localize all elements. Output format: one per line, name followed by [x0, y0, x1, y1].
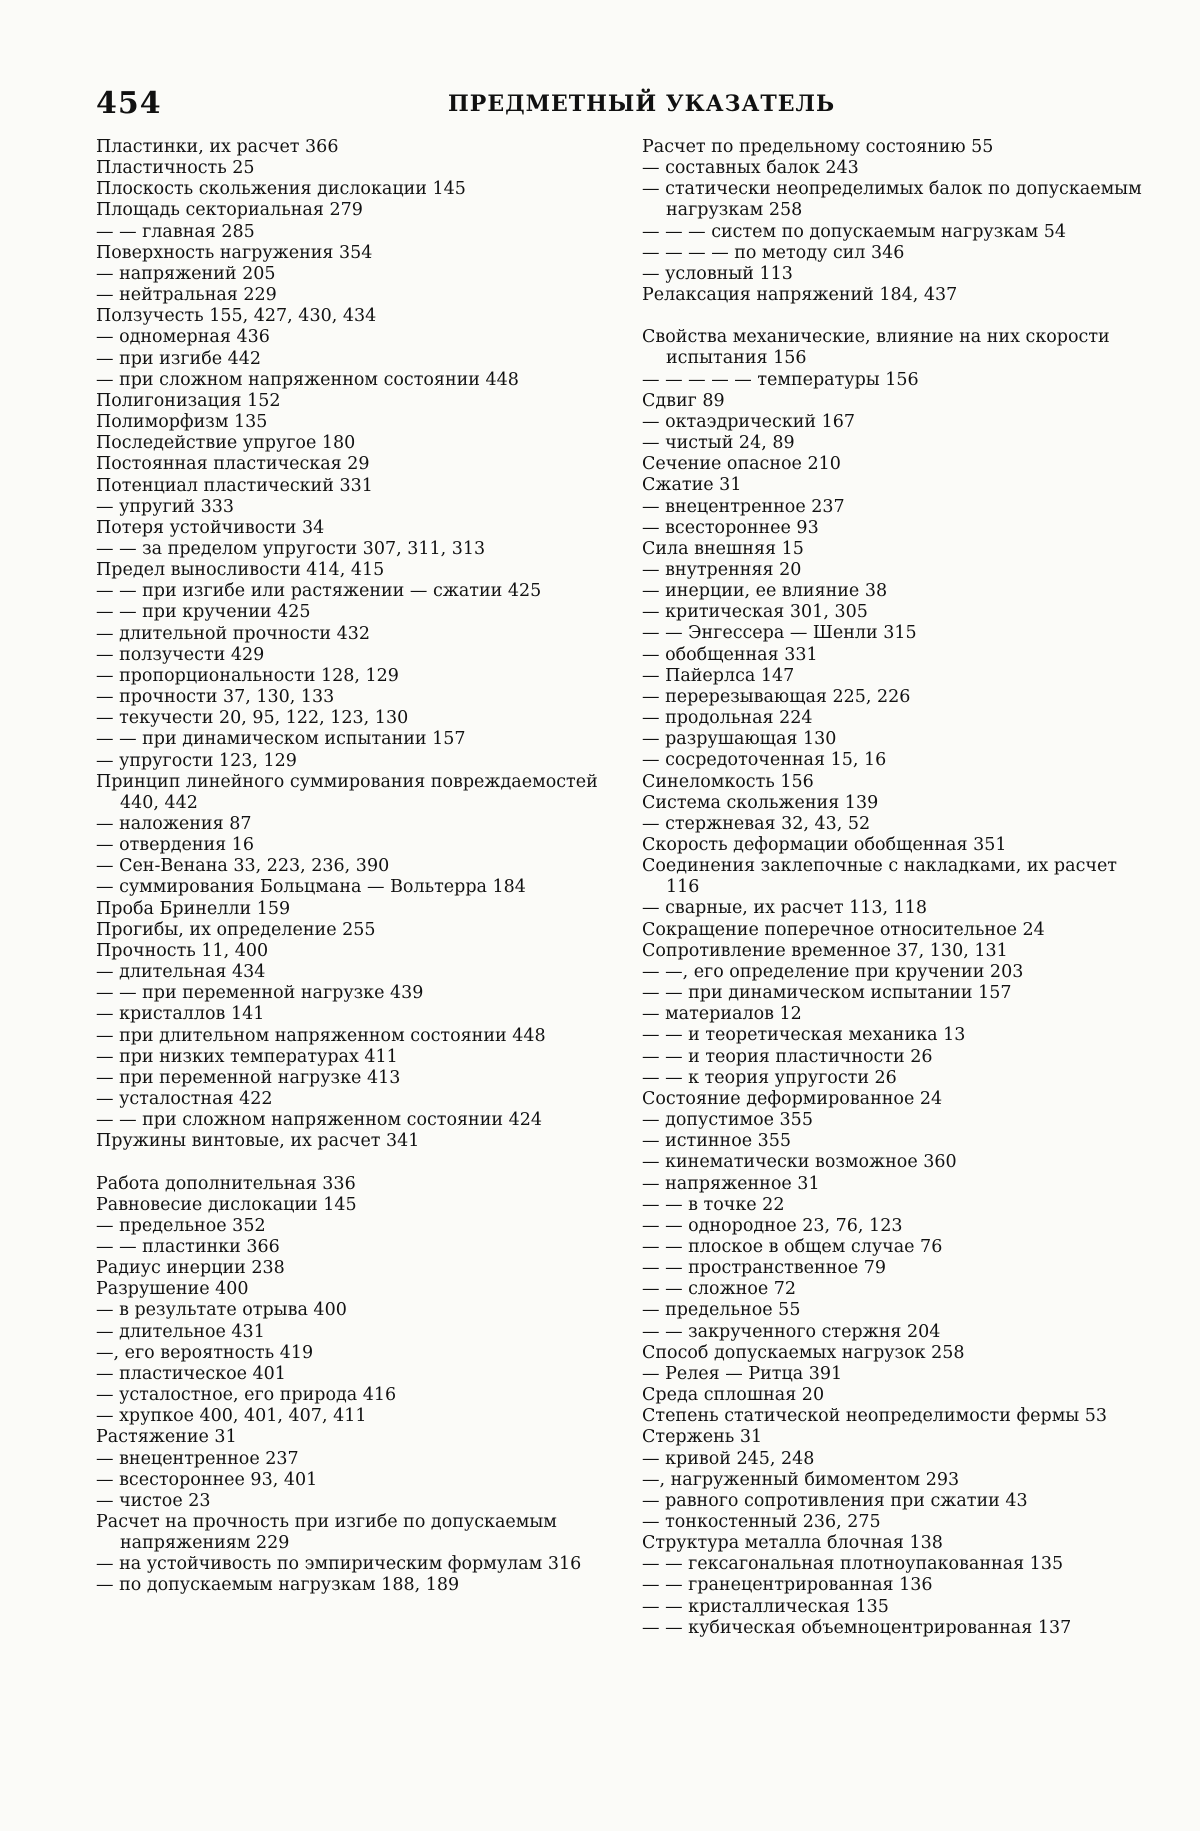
right-index-entry: —, нагруженный бимоментом 293 [642, 1469, 960, 1490]
right-index-entry: — внецентренное 237 [642, 496, 845, 517]
right-index-entry: Сжатие 31 [642, 475, 742, 496]
right-index-entry: — — пространственное 79 [642, 1258, 887, 1279]
left-index-entry: Полигонизация 152 [96, 390, 281, 411]
left-index-entry: Потеря устойчивости 34 [96, 517, 325, 538]
right-index-entry: Способ допускаемых нагрузок 258 [642, 1342, 965, 1363]
right-index-entry: Степень статической неопределимости фермы 53 [642, 1406, 1108, 1427]
right-index-entry: — — — систем по допускаемым нагрузкам 54 [642, 221, 1067, 242]
left-index-entry: — прочности 37, 130, 133 [96, 687, 335, 708]
left-index-entry: — при сложном напряженном состоянии 448 [96, 369, 519, 390]
right-index-entry: — — при динамическом испытании 157 [642, 983, 1012, 1004]
page-number: 454 [96, 86, 162, 121]
right-index-entry: — кинематически возможное 360 [642, 1152, 957, 1173]
right-index-entry: Сопротивление временное 37, 130, 131 [642, 940, 1008, 961]
right-index-entry: — — и теория пластичности 26 [642, 1046, 933, 1067]
left-index-entry: — Сен-Венана 33, 223, 236, 390 [96, 856, 390, 877]
right-index-entry: — обобщенная 331 [642, 644, 818, 665]
right-index-entry: Среда сплошная 20 [642, 1385, 825, 1406]
left-index-entry: Последействие упругое 180 [96, 433, 356, 454]
right-index-entry: — Пайерлса 147 [642, 665, 795, 686]
right-index-entry: Сдвиг 89 [642, 390, 725, 411]
left-index-entry: — упругий 333 [96, 496, 234, 517]
right-index-entry: Релаксация напряжений 184, 437 [642, 285, 958, 306]
left-index-entry: — — при кручении 425 [96, 602, 311, 623]
index-right-column [642, 137, 1152, 1639]
left-index-entry: Растяжение 31 [96, 1427, 237, 1448]
right-index-entry: — инерции, ее влияние 38 [642, 581, 888, 602]
left-index-entry: — предельное 352 [96, 1215, 266, 1236]
left-index-entry: — длительной прочности 432 [96, 623, 371, 644]
right-index-entry: — продольная 224 [642, 708, 813, 729]
right-index-entry: Свойства механические, влияние на них скорости испытания 156 [642, 327, 1110, 369]
left-index-entry: Прогибы, их определение 255 [96, 919, 376, 940]
left-index-entry: Проба Бринелли 159 [96, 898, 291, 919]
right-index-entry: — — Энгессера — Шенли 315 [642, 623, 917, 644]
left-index-entry: — в результате отрыва 400 [96, 1300, 347, 1321]
right-index-entry: Синеломкость 156 [642, 771, 814, 792]
left-index-entry: Площадь секториальная 279 [96, 200, 363, 221]
right-index-entry: — предельное 55 [642, 1300, 801, 1321]
right-index-entry: — сварные, их расчет 113, 118 [642, 898, 928, 919]
left-index-entry: — пропорциональности 128, 129 [96, 665, 399, 686]
right-section-gap [642, 306, 1152, 327]
left-index-entry: — чистое 23 [96, 1490, 211, 1511]
left-index-entry: — текучести 20, 95, 122, 123, 130 [96, 708, 409, 729]
right-index-entry: — материалов 12 [642, 1004, 802, 1025]
left-index-entry: Пластичность 25 [96, 158, 255, 179]
right-index-entry: — истинное 355 [642, 1131, 792, 1152]
right-index-entry: — критическая 301, 305 [642, 602, 868, 623]
left-index-entry: — на устойчивость по эмпирическим формулам 316 [96, 1554, 582, 1575]
right-index-entry: — статически неопределимых балок по допускаемым нагрузкам 258 [642, 179, 1142, 221]
left-index-entry: — длительное 431 [96, 1321, 265, 1342]
right-index-entry: — — — — по методу сил 346 [642, 242, 905, 263]
left-index-entry: Пружины винтовые, их расчет 341 [96, 1131, 420, 1152]
right-index-entry: — сосредоточенная 15, 16 [642, 750, 887, 771]
left-index-entry: — отвердения 16 [96, 835, 255, 856]
right-index-entry: — — закрученного стержня 204 [642, 1321, 941, 1342]
left-index-entry: — одномерная 436 [96, 327, 270, 348]
right-index-entry: Сечение опасное 210 [642, 454, 841, 475]
left-index-entry: Радиус инерции 238 [96, 1258, 285, 1279]
left-index-entry: — хрупкое 400, 401, 407, 411 [96, 1406, 367, 1427]
left-index-entry: Плоскость скольжения дислокации 145 [96, 179, 466, 200]
left-index-entry: — усталостное, его природа 416 [96, 1385, 397, 1406]
right-index-entry: — чистый 24, 89 [642, 433, 795, 454]
left-index-entry: Принцип линейного суммирования повреждаемостей 440, 442 [96, 771, 598, 813]
right-index-entry: — — к теория упругости 26 [642, 1067, 897, 1088]
left-index-entry: — усталостная 422 [96, 1089, 273, 1110]
left-index-entry: — напряжений 205 [96, 263, 276, 284]
left-index-entry: Ползучесть 155, 427, 430, 434 [96, 306, 377, 327]
right-index-entry: — стержневая 32, 43, 52 [642, 813, 871, 834]
right-index-entry: Стержень 31 [642, 1427, 763, 1448]
right-index-entry: — — кристаллическая 135 [642, 1596, 889, 1617]
left-index-entry: — ползучести 429 [96, 644, 265, 665]
right-index-entry: — — в точке 22 [642, 1194, 785, 1215]
right-index-entry: — — однородное 23, 76, 123 [642, 1215, 903, 1236]
left-index-entry: Постоянная пластическая 29 [96, 454, 370, 475]
left-index-entry: — — при изгибе или растяжении — сжатии 425 [96, 581, 542, 602]
left-index-entry: Предел выносливости 414, 415 [96, 560, 385, 581]
left-index-entry: — — за пределом упругости 307, 311, 313 [96, 538, 486, 559]
right-index-entry: — — гексагональная плотноупакованная 135 [642, 1554, 1064, 1575]
left-index-entry: — при изгибе 442 [96, 348, 262, 369]
left-index-entry: — по допускаемым нагрузкам 188, 189 [96, 1575, 460, 1596]
right-index-entry: Структура металла блочная 138 [642, 1533, 943, 1554]
left-index-entry: Потенциал пластический 331 [96, 475, 373, 496]
left-index-entry: — — при динамическом испытании 157 [96, 729, 466, 750]
left-index-entry: — при низких температурах 411 [96, 1046, 398, 1067]
right-index-entry: — — плоское в общем случае 76 [642, 1236, 943, 1257]
right-index-entry: — напряженное 31 [642, 1173, 820, 1194]
right-index-entry: — кривой 245, 248 [642, 1448, 815, 1469]
right-index-entry: — — гранецентрированная 136 [642, 1575, 933, 1596]
right-index-entry: — октаэдрический 167 [642, 411, 856, 432]
left-index-entry: —, его вероятность 419 [96, 1342, 314, 1363]
right-index-entry: — всестороннее 93 [642, 517, 819, 538]
index-left-column [96, 137, 606, 1597]
left-index-entry: Полиморфизм 135 [96, 412, 268, 433]
left-index-entry: — кристаллов 141 [96, 1004, 265, 1025]
left-index-entry: — при длительном напряженном состоянии 448 [96, 1025, 546, 1046]
right-index-entry: — — и теоретическая механика 13 [642, 1025, 966, 1046]
left-index-entry: Расчет на прочность при изгибе по допускаемым напряжениям 229 [96, 1512, 557, 1554]
right-index-entry: Сила внешняя 15 [642, 538, 804, 559]
left-index-entry: — — главная 285 [96, 221, 255, 242]
left-index-entry: — упругости 123, 129 [96, 750, 297, 771]
right-index-entry: — условный 113 [642, 263, 793, 284]
right-index-entry: — разрушающая 130 [642, 729, 837, 750]
right-index-entry: Состояние деформированное 24 [642, 1088, 943, 1109]
left-index-entry: Пластинки, их расчет 366 [96, 137, 339, 157]
right-index-entry: — перерезывающая 225, 226 [642, 686, 911, 707]
left-index-entry: — нейтральная 229 [96, 285, 277, 306]
left-index-entry: — наложения 87 [96, 814, 252, 834]
right-index-entry: — равного сопротивления при сжатии 43 [642, 1490, 1028, 1511]
right-index-entry: — допустимое 355 [642, 1110, 813, 1131]
left-section-gap [96, 1153, 606, 1174]
left-index-entry: — длительная 434 [96, 962, 266, 983]
left-index-entry: — внецентренное 237 [96, 1448, 299, 1469]
left-index-entry: — — при переменной нагрузке 439 [96, 983, 424, 1004]
left-index-entry: — пластическое 401 [96, 1363, 286, 1384]
left-index-entry: — при переменной нагрузке 413 [96, 1067, 401, 1088]
right-index-entry: Соединения заклепочные с накладками, их расчет 116 [642, 856, 1117, 898]
right-index-entry: Сокращение поперечное относительное 24 [642, 919, 1045, 940]
right-index-entry: Скорость деформации обобщенная 351 [642, 835, 1007, 855]
right-index-entry: — Релея — Ритца 391 [642, 1363, 843, 1384]
running-title: ПРЕДМЕТНЫЙ УКАЗАТЕЛЬ [448, 91, 836, 117]
right-index-entry: — внутренняя 20 [642, 559, 802, 580]
right-index-entry: Расчет по предельному состоянию 55 [642, 137, 994, 157]
left-index-entry: — — при сложном напряженном состоянии 424 [96, 1110, 542, 1131]
right-index-entry: — составных балок 243 [642, 158, 859, 179]
left-index-entry: Разрушение 400 [96, 1279, 249, 1300]
left-index-entry: Прочность 11, 400 [96, 940, 269, 961]
right-index-entry: — —, его определение при кручении 203 [642, 961, 1024, 982]
left-index-entry: Равновесие дислокации 145 [96, 1194, 357, 1215]
left-index-entry: — — пластинки 366 [96, 1236, 280, 1257]
right-index-entry: — — кубическая объемноцентрированная 137 [642, 1617, 1072, 1638]
left-index-entry: Поверхность нагружения 354 [96, 242, 373, 263]
right-index-entry: Система скольжения 139 [642, 792, 879, 813]
left-index-entry: Работа дополнительная 336 [96, 1173, 356, 1194]
left-index-entry: — всестороннее 93, 401 [96, 1469, 318, 1490]
right-index-entry: — тонкостенный 236, 275 [642, 1512, 881, 1532]
left-index-entry: — суммирования Больцмана — Вольтерра 184 [96, 877, 526, 898]
right-index-entry: — — сложное 72 [642, 1279, 797, 1300]
right-index-entry: — — — — — температуры 156 [642, 369, 919, 390]
